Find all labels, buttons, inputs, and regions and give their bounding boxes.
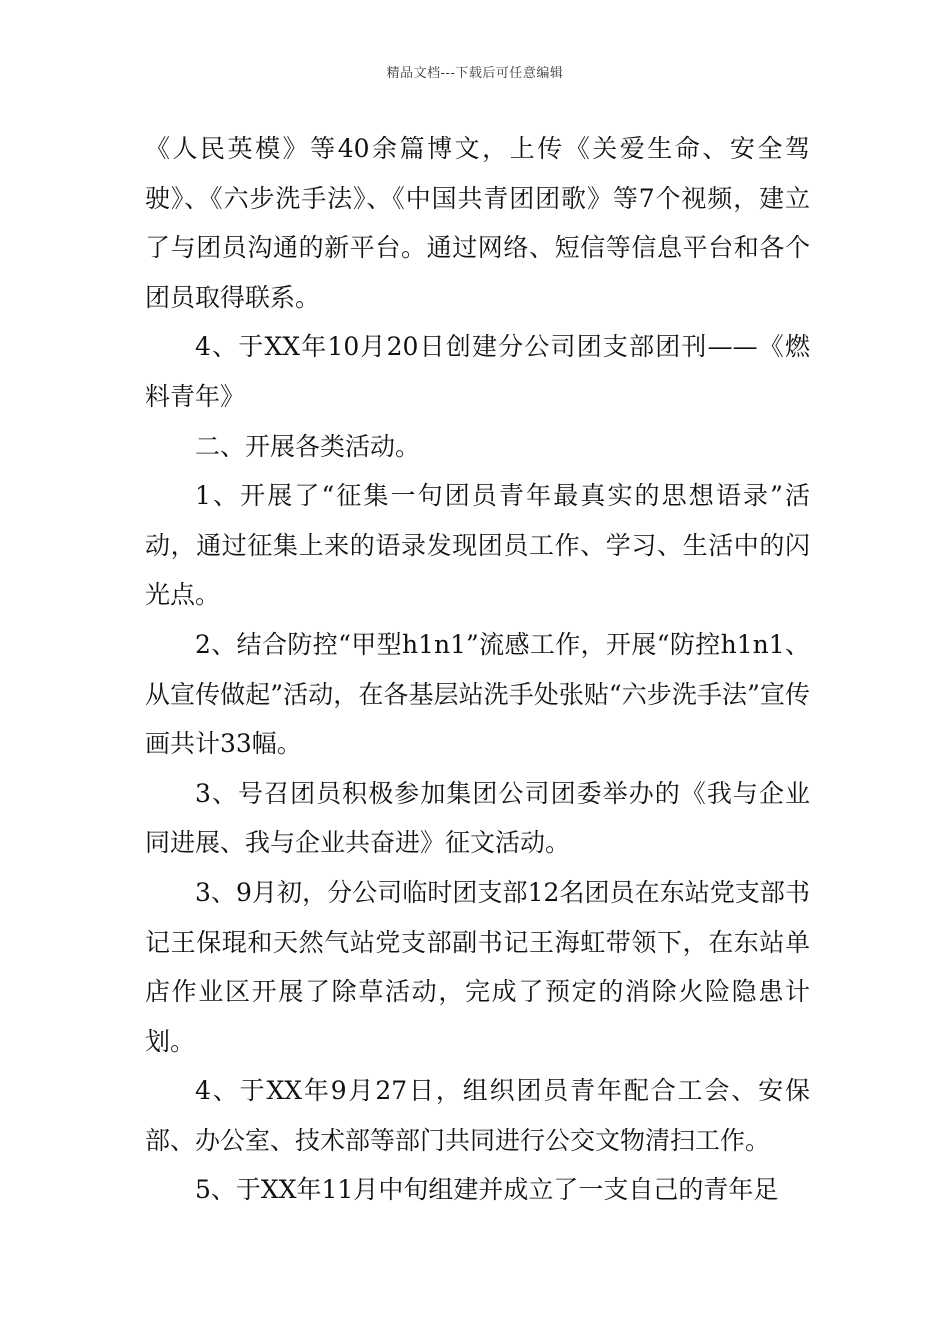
paragraph-item-4-journal: 4、于XX年10月20日创建分公司团支部团刊——《燃料青年》 xyxy=(145,332,810,411)
paragraph-item-3-essay: 3、号召团员积极参加集团公司团委举办的《我与企业同进展、我与企业共奋进》征文活动。 xyxy=(145,778,810,858)
paragraph-item-2-h1n1: 2、结合防控“甲型h1n1”流感工作，开展“防控h1n1、从宣传做起”活动，在各基层站洗手处张贴“六步洗手法”宣传画共计33幅。 xyxy=(145,629,810,759)
document-body xyxy=(145,124,810,1215)
paragraph-item-4-cleaning: 4、于XX年9月27日，组织团员青年配合工会、安保部、办公室、技术部等部门共同进行公交文物清扫工作。 xyxy=(145,1076,810,1155)
section-heading-activities: 二、开展各类活动。 xyxy=(195,431,421,461)
paragraph-item-1-quotes: 1、开展了“征集一句团员青年最真实的思想语录”活动，通过征集上来的语录发现团员工作、学习、生活中的闪光点。 xyxy=(145,481,810,610)
paragraph-blog-upload: 《人民英模》等40余篇博文，上传《关爱生命、安全驾驶》、《六步洗手法》、《中国共青团团歌》等7个视频，建立了与团员沟通的新平台。通过网络、短信等信息平台和各个团员取得联系。 xyxy=(145,134,810,312)
page-header: 精品文档---下载后可任意编辑 xyxy=(386,66,564,81)
paragraph-item-5-football: 5、于XX年11月中旬组建并成立了一支自己的青年足 xyxy=(195,1175,779,1205)
paragraph-item-3-weeding: 3、9月初，分公司临时团支部12名团员在东站党支部书记王保琨和天然气站党支部副书记王海虹带领下，在东站单店作业区开展了除草活动，完成了预定的消除火险隐患计划。 xyxy=(145,877,810,1056)
